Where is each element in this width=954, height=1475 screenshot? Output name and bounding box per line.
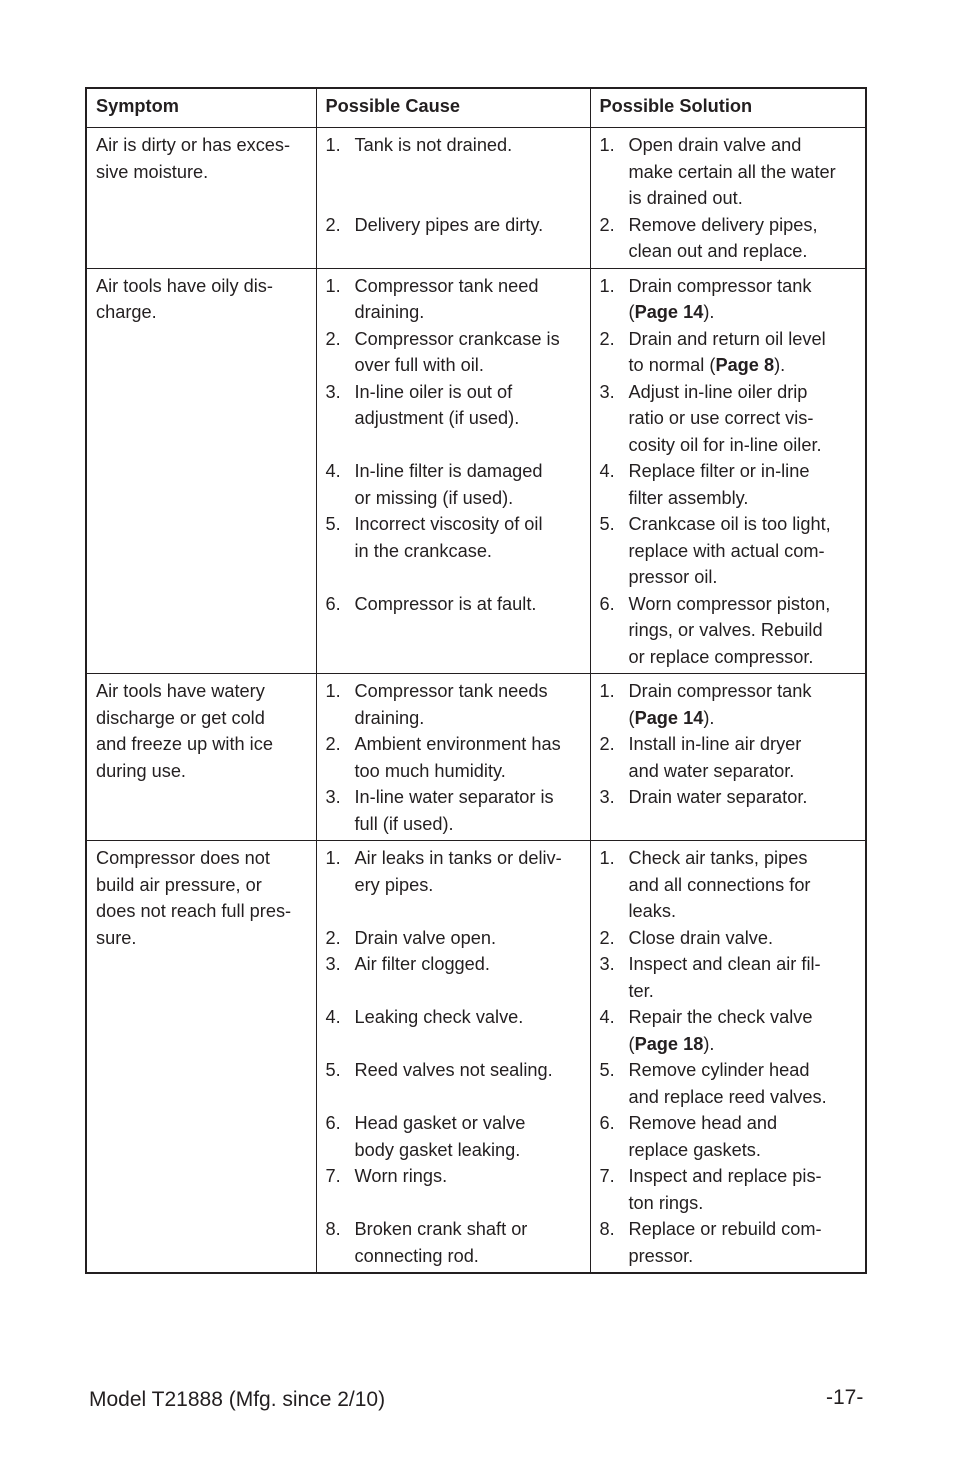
- cause-text: [355, 925, 581, 952]
- cause-text: [355, 784, 581, 837]
- item-number: 7.: [325, 1166, 341, 1186]
- text-segment: Drain water separator.: [628, 787, 808, 807]
- cause-text: [355, 678, 581, 731]
- symptom-text: Compressor does not build air pressure, or does not reach full pres- sure.: [96, 848, 292, 948]
- cause-text: [355, 845, 581, 925]
- solution-cell: [590, 841, 866, 1274]
- item-number: 6.: [599, 1113, 615, 1133]
- text-segment: Compressor tank need draining.: [354, 275, 539, 322]
- text-segment: ).: [703, 1033, 715, 1054]
- text-segment: ).: [774, 355, 786, 375]
- text-segment: Delivery pipes are dirty.: [354, 214, 544, 235]
- item-number: 2.: [599, 328, 615, 349]
- table-row: [86, 841, 866, 1274]
- text-segment: Drain compressor tank (: [628, 681, 812, 728]
- solution-item: [600, 951, 857, 1004]
- cause-text: [355, 1004, 581, 1057]
- cause-item: [326, 1163, 581, 1216]
- cause-text: [355, 1057, 581, 1110]
- cause-item: [326, 925, 581, 952]
- cause-item: [326, 511, 581, 591]
- text-segment: Compressor tank needs draining.: [354, 681, 548, 728]
- solution-text: [629, 212, 857, 265]
- solution-item: [600, 212, 857, 265]
- solution-item: [600, 379, 857, 459]
- solution-cell: [590, 268, 866, 674]
- cause-text: [355, 951, 581, 1004]
- cause-item: [326, 951, 581, 1004]
- solution-text: [629, 132, 857, 212]
- solution-item: [600, 925, 857, 952]
- text-segment: Close drain valve.: [628, 927, 774, 948]
- text-segment: In-line oiler is out of adjustment (if used).: [354, 381, 520, 428]
- item-number: 4.: [599, 1007, 615, 1027]
- page-reference: Page 8: [715, 355, 775, 375]
- item-number: 1.: [325, 135, 341, 155]
- solution-item: [600, 458, 857, 511]
- solution-text: [629, 731, 857, 784]
- item-number: 4.: [325, 461, 341, 481]
- item-number: 1.: [599, 135, 615, 155]
- solution-item: [600, 731, 857, 784]
- item-number: 2.: [325, 927, 341, 948]
- page-reference: Page 14: [634, 302, 704, 322]
- cause-text: [355, 511, 581, 591]
- page-reference: Page 18: [634, 1033, 704, 1054]
- page-reference: Page 14: [634, 707, 704, 728]
- solution-text: [629, 678, 857, 731]
- text-segment: Worn rings.: [354, 1166, 448, 1186]
- symptom-cell: [86, 268, 316, 674]
- solution-text: [629, 1216, 857, 1269]
- table-row: [86, 674, 866, 841]
- text-segment: Inspect and replace pis- ton rings.: [628, 1166, 822, 1213]
- troubleshooting-table: [85, 87, 867, 1274]
- text-segment: ).: [703, 707, 715, 728]
- text-segment: Drain and return oil level to normal (: [628, 328, 826, 375]
- item-number: 8.: [599, 1219, 615, 1239]
- text-segment: Replace filter or in-line filter assembly.: [628, 461, 810, 508]
- item-number: 2.: [599, 214, 615, 235]
- solution-item: [600, 784, 857, 837]
- text-segment: Air leaks in tanks or deliv- ery pipes.: [354, 848, 562, 895]
- solution-item: [600, 1163, 857, 1216]
- cause-item: [326, 1004, 581, 1057]
- text-segment: Check air tanks, pipes and all connections for leaks.: [628, 848, 811, 921]
- text-segment: Ambient environment has too much humidity.: [354, 734, 561, 781]
- text-segment: Adjust in-line oiler drip ratio or use correct vis- cosity oil for in-line oiler.: [628, 381, 822, 455]
- solution-text: [629, 511, 857, 591]
- text-segment: Incorrect viscosity of oil in the crankcase.: [354, 514, 543, 561]
- text-segment: Compressor is at fault.: [354, 593, 537, 614]
- item-number: 2.: [325, 214, 341, 235]
- cause-text: [355, 132, 581, 212]
- cause-item: [326, 1110, 581, 1163]
- text-segment: Head gasket or valve body gasket leaking.: [354, 1113, 526, 1160]
- table-header-row: [86, 88, 866, 128]
- item-number: 1.: [599, 848, 615, 868]
- item-number: 6.: [325, 593, 341, 614]
- cause-item: [326, 591, 581, 671]
- symptom-cell: [86, 841, 316, 1274]
- text-segment: In-line filter is damaged or missing (if used).: [354, 461, 543, 508]
- cause-item: [326, 379, 581, 459]
- item-number: 7.: [599, 1166, 615, 1186]
- text-segment: Tank is not drained.: [354, 135, 513, 155]
- item-number: 2.: [599, 927, 615, 948]
- symptom-text: Air is dirty or has exces- sive moisture.: [96, 135, 291, 182]
- text-segment: Remove delivery pipes, clean out and replace.: [628, 214, 818, 261]
- symptom-text: Air tools have watery discharge or get cold and freeze up with ice during use.: [96, 681, 273, 781]
- item-number: 1.: [325, 681, 341, 701]
- solution-item: [600, 845, 857, 925]
- item-number: 5.: [325, 514, 341, 534]
- text-segment: Open drain valve and make certain all the water is drained out.: [628, 135, 836, 208]
- cause-item: [326, 212, 581, 265]
- solution-item: [600, 678, 857, 731]
- solution-item: [600, 1216, 857, 1269]
- item-number: 1.: [325, 848, 341, 868]
- cause-cell: [316, 268, 590, 674]
- cause-text: [355, 1163, 581, 1216]
- cause-item: [326, 1057, 581, 1110]
- solution-text: [629, 458, 857, 511]
- cause-item: [326, 678, 581, 731]
- text-segment: Drain valve open.: [354, 927, 497, 948]
- solution-item: [600, 591, 857, 671]
- text-segment: ).: [703, 302, 715, 322]
- cause-item: [326, 1216, 581, 1269]
- text-segment: Compressor crankcase is over full with oil.: [354, 328, 560, 375]
- cause-text: [355, 273, 581, 326]
- item-number: 6.: [325, 1113, 341, 1133]
- text-segment: Worn compressor piston, rings, or valves. Rebuild or replace compressor.: [628, 593, 831, 667]
- item-number: 3.: [325, 381, 341, 402]
- item-number: 5.: [599, 1060, 615, 1080]
- cause-text: [355, 326, 581, 379]
- solution-text: [629, 845, 857, 925]
- item-number: 1.: [599, 681, 615, 701]
- item-number: 8.: [325, 1219, 341, 1239]
- text-segment: Inspect and clean air fil- ter.: [628, 954, 821, 1001]
- item-number: 3.: [599, 381, 615, 402]
- cause-text: [355, 1110, 581, 1163]
- solution-cell: [590, 128, 866, 269]
- cause-text: [355, 458, 581, 511]
- item-number: 2.: [325, 328, 341, 349]
- item-number: 5.: [325, 1060, 341, 1080]
- text-segment: Air filter clogged.: [354, 954, 490, 974]
- solution-item: [600, 511, 857, 591]
- solution-text: [629, 925, 857, 952]
- cause-text: [355, 731, 581, 784]
- solution-text: [629, 951, 857, 1004]
- symptom-cell: [86, 128, 316, 269]
- item-number: 3.: [325, 954, 341, 974]
- cause-item: [326, 326, 581, 379]
- symptom-cell: [86, 674, 316, 841]
- footer-model: Model T21888 (Mfg. since 2/10): [89, 1388, 386, 1411]
- text-segment: Repair the check valve (: [628, 1007, 813, 1054]
- cause-text: [355, 1216, 581, 1269]
- solution-text: [629, 273, 857, 326]
- text-segment: Remove head and replace gaskets.: [628, 1113, 778, 1160]
- item-number: 4.: [599, 461, 615, 481]
- header-possible-cause: Possible Cause: [316, 88, 590, 128]
- cause-item: [326, 731, 581, 784]
- solution-text: [629, 1057, 857, 1110]
- item-number: 3.: [325, 787, 341, 807]
- solution-text: [629, 379, 857, 459]
- item-number: 6.: [599, 593, 615, 614]
- item-number: 5.: [599, 514, 615, 534]
- cause-item: [326, 132, 581, 212]
- text-segment: Reed valves not sealing.: [354, 1060, 553, 1080]
- text-segment: In-line water separator is full (if used).: [354, 787, 554, 834]
- item-number: 1.: [599, 275, 615, 296]
- item-number: 1.: [325, 275, 341, 296]
- cause-item: [326, 845, 581, 925]
- solution-cell: [590, 674, 866, 841]
- text-segment: Drain compressor tank (: [628, 275, 812, 322]
- solution-text: [629, 326, 857, 379]
- page-number: -17-: [826, 1386, 864, 1409]
- text-segment: Remove cylinder head and replace reed valves.: [628, 1060, 827, 1107]
- solution-text: [629, 1110, 857, 1163]
- cause-item: [326, 273, 581, 326]
- table-row: [86, 268, 866, 674]
- solution-item: [600, 273, 857, 326]
- cause-text: [355, 212, 581, 265]
- table-body: [86, 128, 866, 1274]
- solution-text: [629, 1163, 857, 1216]
- cause-text: [355, 591, 581, 671]
- solution-item: [600, 132, 857, 212]
- solution-item: [600, 1110, 857, 1163]
- item-number: 3.: [599, 954, 615, 974]
- cause-cell: [316, 674, 590, 841]
- text-segment: Broken crank shaft or connecting rod.: [354, 1219, 528, 1266]
- item-number: 2.: [325, 734, 341, 754]
- solution-item: [600, 326, 857, 379]
- item-number: 2.: [599, 734, 615, 754]
- text-segment: Replace or rebuild com- pressor.: [628, 1219, 822, 1266]
- cause-item: [326, 784, 581, 837]
- symptom-text: Air tools have oily dis- charge.: [96, 275, 273, 322]
- solution-item: [600, 1004, 857, 1057]
- cause-text: [355, 379, 581, 459]
- header-possible-solution: Possible Solution: [590, 88, 866, 128]
- solution-text: [629, 591, 857, 671]
- cause-cell: [316, 841, 590, 1274]
- item-number: 3.: [599, 787, 615, 807]
- table-row: [86, 128, 866, 269]
- cause-item: [326, 458, 581, 511]
- text-segment: Leaking check valve.: [354, 1007, 524, 1027]
- text-segment: Crankcase oil is too light, replace with actual com- pressor oil.: [628, 514, 831, 587]
- header-symptom: Symptom: [86, 88, 316, 128]
- cause-cell: [316, 128, 590, 269]
- solution-item: [600, 1057, 857, 1110]
- solution-text: [629, 1004, 857, 1057]
- item-number: 4.: [325, 1007, 341, 1027]
- solution-text: [629, 784, 857, 837]
- text-segment: Install in-line air dryer and water separator.: [628, 734, 802, 781]
